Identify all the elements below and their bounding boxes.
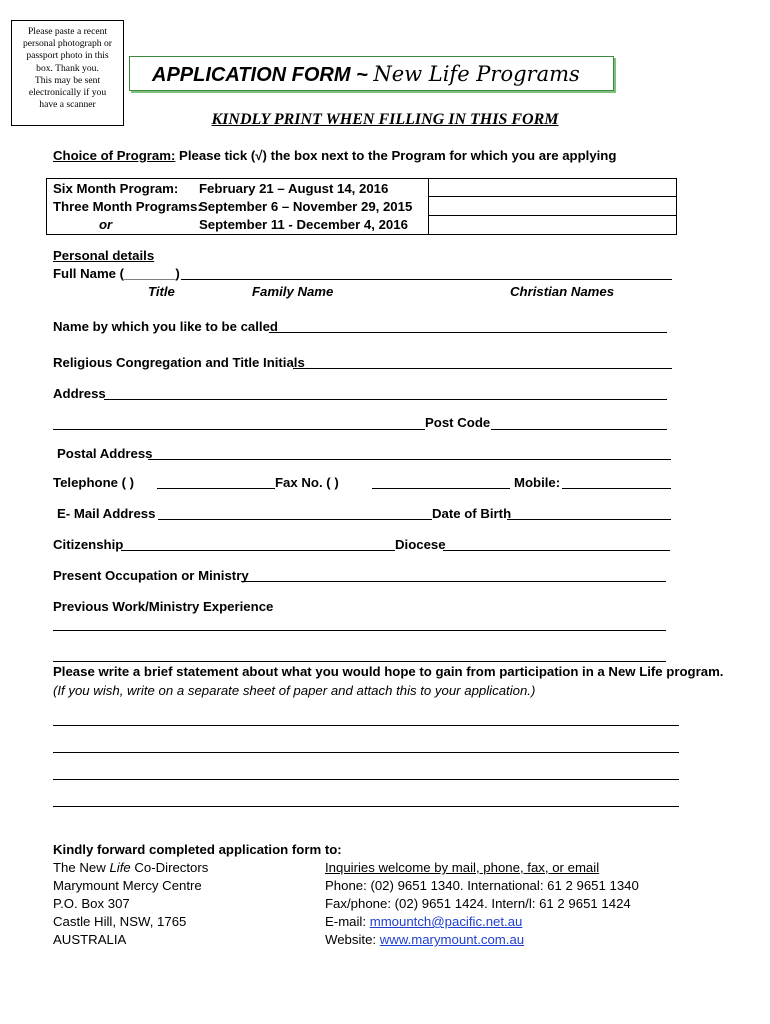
form-title-main: APPLICATION FORM ~ [152,64,374,86]
forward-address-line-4: Castle Hill, NSW, 1765 [53,914,187,929]
photo-instruction-line: box. Thank you. [36,62,99,74]
photo-instruction-line: Please paste a recent [27,26,108,37]
contact-website-label: Website: [325,932,380,947]
occupation-label: Present Occupation or Ministry [53,568,249,583]
program-six-month-name: Six Month Program: [53,181,179,196]
previous-experience-label: Previous Work/Ministry Experience [53,599,274,614]
congregation-label: Religious Congregation and Title Initials [53,355,305,370]
contact-email-label: E-mail: [325,914,370,929]
photo-instruction-line: This may be sent [34,74,101,86]
program-table [46,178,677,235]
choice-label: Choice of Program: [53,148,176,163]
personal-details-heading: Personal details [53,248,155,263]
full-name-sub-family: Family Name [252,284,334,299]
dob-label: Date of Birth [432,506,512,521]
called-name-field[interactable] [269,332,667,333]
photo-instruction-line: have a scanner [39,99,96,111]
dob-field[interactable] [507,519,671,520]
program-three-month-dates-1: September 6 – November 29, 2015 [199,199,413,214]
forward-addr1-pre: The New [53,860,110,875]
choice-of-program [53,147,616,165]
mobile-field[interactable] [562,488,671,489]
full-name-sub-title: Title [148,284,175,299]
forward-heading: Kindly forward completed application form to: [53,842,342,857]
photo-instruction-line: personal photograph or [23,38,112,50]
full-name-field[interactable] [181,279,672,280]
fax-field[interactable] [372,488,510,489]
citizenship-field[interactable] [121,550,395,551]
program-or: or [99,217,113,232]
forward-address-line-5: AUSTRALIA [53,932,127,947]
contact-email-link[interactable]: mmountch@pacific.net.au [369,914,523,929]
previous-experience-field-1[interactable] [53,630,666,631]
program-six-month-dates: February 21 – August 14, 2016 [199,181,389,196]
post-code-field[interactable] [491,429,667,430]
diocese-field[interactable] [443,550,670,551]
fax-label: Fax No. ( ) [275,475,339,490]
form-title-box [129,56,614,91]
address-label: Address [53,386,106,401]
statement-line-3[interactable] [53,779,679,780]
forward-address-line-1 [53,860,208,875]
contact-website-link[interactable]: www.marymount.com.au [379,932,525,947]
form-title-program: New Life Programs [373,62,580,86]
forward-addr1-post: Co-Directors [130,860,209,875]
forward-addr1-italic: Life [109,860,131,875]
email-label: E- Mail Address [57,506,156,521]
statement-line-4[interactable] [53,806,679,807]
choice-text: Please tick (√) the box next to the Program for which you are applying [175,148,617,163]
postal-address-field[interactable] [148,459,671,460]
telephone-field[interactable] [157,488,275,489]
email-field[interactable] [158,519,432,520]
statement-note: (If you wish, write on a separate sheet of paper and attach this to your application.) [53,683,536,698]
post-code-label: Post Code [425,415,491,430]
full-name-sub-christian: Christian Names [510,284,615,299]
address-field-2[interactable] [53,429,425,430]
print-instruction: KINDLY PRINT WHEN FILLING IN THIS FORM [211,111,559,128]
statement-prompt: Please write a brief statement about what you would hope to gain from participation in a New Life program. [53,664,724,679]
citizenship-label: Citizenship [53,537,124,552]
program-three-month-name: Three Month Programs: [53,199,202,214]
contact-email-row [325,914,522,929]
contact-website-row [325,932,524,947]
photo-instruction-line: passport photo in this [26,50,109,62]
previous-experience-field-2[interactable] [53,661,666,662]
inquiries-text: Inquiries welcome by mail, phone, fax, or email [325,860,600,875]
congregation-field[interactable] [293,368,672,369]
photo-instruction-line: electronically if you [28,87,107,99]
forward-address-line-3: P.O. Box 307 [53,896,130,911]
telephone-label: Telephone ( ) [53,475,135,490]
form-title [152,62,580,87]
contact-phone: Phone: (02) 9651 1340. International: 61 2 9651 1340 [325,878,639,893]
mobile-label: Mobile: [514,475,561,490]
statement-line-1[interactable] [53,725,679,726]
statement-line-2[interactable] [53,752,679,753]
occupation-field[interactable] [241,581,666,582]
program-tick-boxes[interactable] [429,179,677,235]
contact-fax: Fax/phone: (02) 9651 1424. Intern/l: 61 2 9651 1424 [325,896,631,911]
forward-address-line-2: Marymount Mercy Centre [53,878,202,893]
called-name-label: Name by which you like to be called [53,319,278,334]
postal-address-label: Postal Address [57,446,153,461]
program-three-month-dates-2: September 11 - December 4, 2016 [199,217,408,232]
diocese-label: Diocese [395,537,446,552]
address-field-1[interactable] [104,399,667,400]
program-options [47,179,428,234]
full-name-label: Full Name (_______) [53,266,180,281]
